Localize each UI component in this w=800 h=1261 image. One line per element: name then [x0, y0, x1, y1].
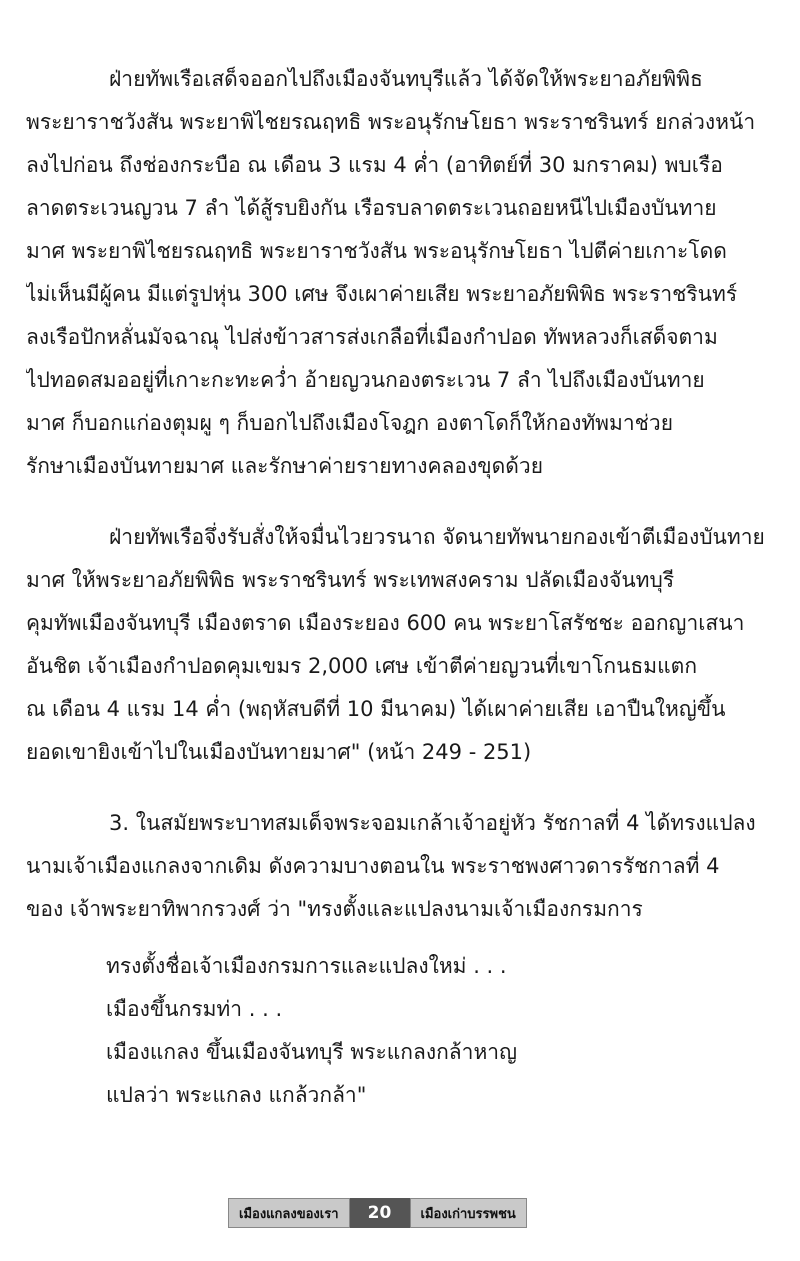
text-line: ทรงตั้งชื่อเจ้าเมืองกรมการและแปลงใหม่ . . .	[106, 954, 507, 978]
text-line: คุมทัพเมืองจันทบุรี เมืองตราด เมืองระยอง 600 คน พระยาโสรัชชะ ออกญาเสนา	[26, 611, 745, 635]
footer-section-title: เมืองเก่าบรรพชน	[410, 1198, 527, 1228]
text-line: มาศ ให้พระยาอภัยพิพิธ พระราชรินทร์ พระเทพสงคราม ปลัดเมืองจันทบุรี	[26, 568, 675, 592]
text-line: แปลว่า พระแกลง แกล้วกล้า"	[106, 1083, 367, 1107]
text-line: 3. ในสมัยพระบาทสมเด็จพระจอมเกล้าเจ้าอยู่หัว รัชกาลที่ 4 ได้ทรงแปลง	[109, 811, 756, 835]
text-line: ไม่เห็นมีผู้คน มีแต่รูปหุ่น 300 เศษ จึงเผาค่ายเสีย พระยาอภัยพิพิธ พระราชรินทร์	[26, 282, 738, 306]
text-line: ของ เจ้าพระยาทิพากรวงศ์ ว่า "ทรงตั้งและแปลงนามเจ้าเมืองกรมการ	[26, 897, 643, 921]
text-line: มาศ ก็บอกแก่องตุมผู ๆ ก็บอกไปถึงเมืองโจฎก องตาโดก็ให้กองทัพมาช่วย	[26, 411, 674, 435]
text-line: ฝ่ายทัพเรือจึ่งรับสั่งให้จมื่นไวยวรนาถ จัดนายทัพนายกองเข้าตีเมืองบันทาย	[109, 525, 765, 549]
text-line: พระยาราชวังสัน พระยาพิไชยรณฤทธิ พระอนุรักษโยธา พระราชรินทร์ ยกล่วงหน้า	[26, 110, 756, 134]
text-line: อันชิต เจ้าเมืองกำปอดคุมเขมร 2,000 เศษ เข้าตีค่ายญวนที่เขาโกนธมแตก	[26, 654, 698, 678]
text-line: มาศ พระยาพิไชยรณฤทธิ พระยาราชวังสัน พระอนุรักษโยธา ไปตีค่ายเกาะโดด	[26, 239, 727, 263]
text-line: ฝ่ายทัพเรือเสด็จออกไปถึงเมืองจันทบุรีแล้ว ได้จัดให้พระยาอภัยพิพิธ	[109, 67, 703, 91]
text-line: เมืองแกลง ขึ้นเมืองจันทบุรี พระแกลงกล้าหาญ	[106, 1040, 517, 1064]
text-line: ลาดตระเวนญวน 7 ลำ ได้สู้รบยิงกัน เรือรบลาดตระเวนถอยหนีไปเมืองบันทาย	[26, 196, 717, 220]
text-line: ไปทอดสมออยู่ที่เกาะกะทะคว่ำ อ้ายญวนกองตระเวน 7 ลำ ไปถึงเมืองบันทาย	[26, 368, 705, 392]
text-line: ณ เดือน 4 แรม 14 ค่ำ (พฤหัสบดีที่ 10 มีนาคม) ได้เผาค่ายเสีย เอาปืนใหญ่ขึ้น	[26, 697, 726, 721]
text-line: นามเจ้าเมืองแกลงจากเดิม ดังความบางตอนใน พระราชพงศาวดารรัชกาลที่ 4	[26, 854, 720, 878]
text-line: รักษาเมืองบันทายมาศ และรักษาค่ายรายทางคลองขุดด้วย	[26, 454, 544, 478]
text-line: ลงไปก่อน ถึงช่องกระบือ ณ เดือน 3 แรม 4 ค่ำ (อาทิตย์ที่ 30 มกราคม) พบเรือ	[26, 153, 723, 177]
text-line: ยอดเขายิงเข้าไปในเมืองบันทายมาศ" (หน้า 249 - 251)	[26, 740, 532, 764]
text-line: เมืองขึ้นกรมท่า . . .	[106, 997, 283, 1021]
text-line: ลงเรือปักหลั่นมัจฉาณุ ไปส่งข้าวสารส่งเกลือที่เมืองกำปอด ทัพหลวงก็เสด็จตาม	[26, 325, 718, 349]
footer-book-title: เมืองแกลงของเรา	[228, 1198, 350, 1228]
page-number: 20	[350, 1198, 410, 1228]
page-footer	[228, 1198, 527, 1228]
